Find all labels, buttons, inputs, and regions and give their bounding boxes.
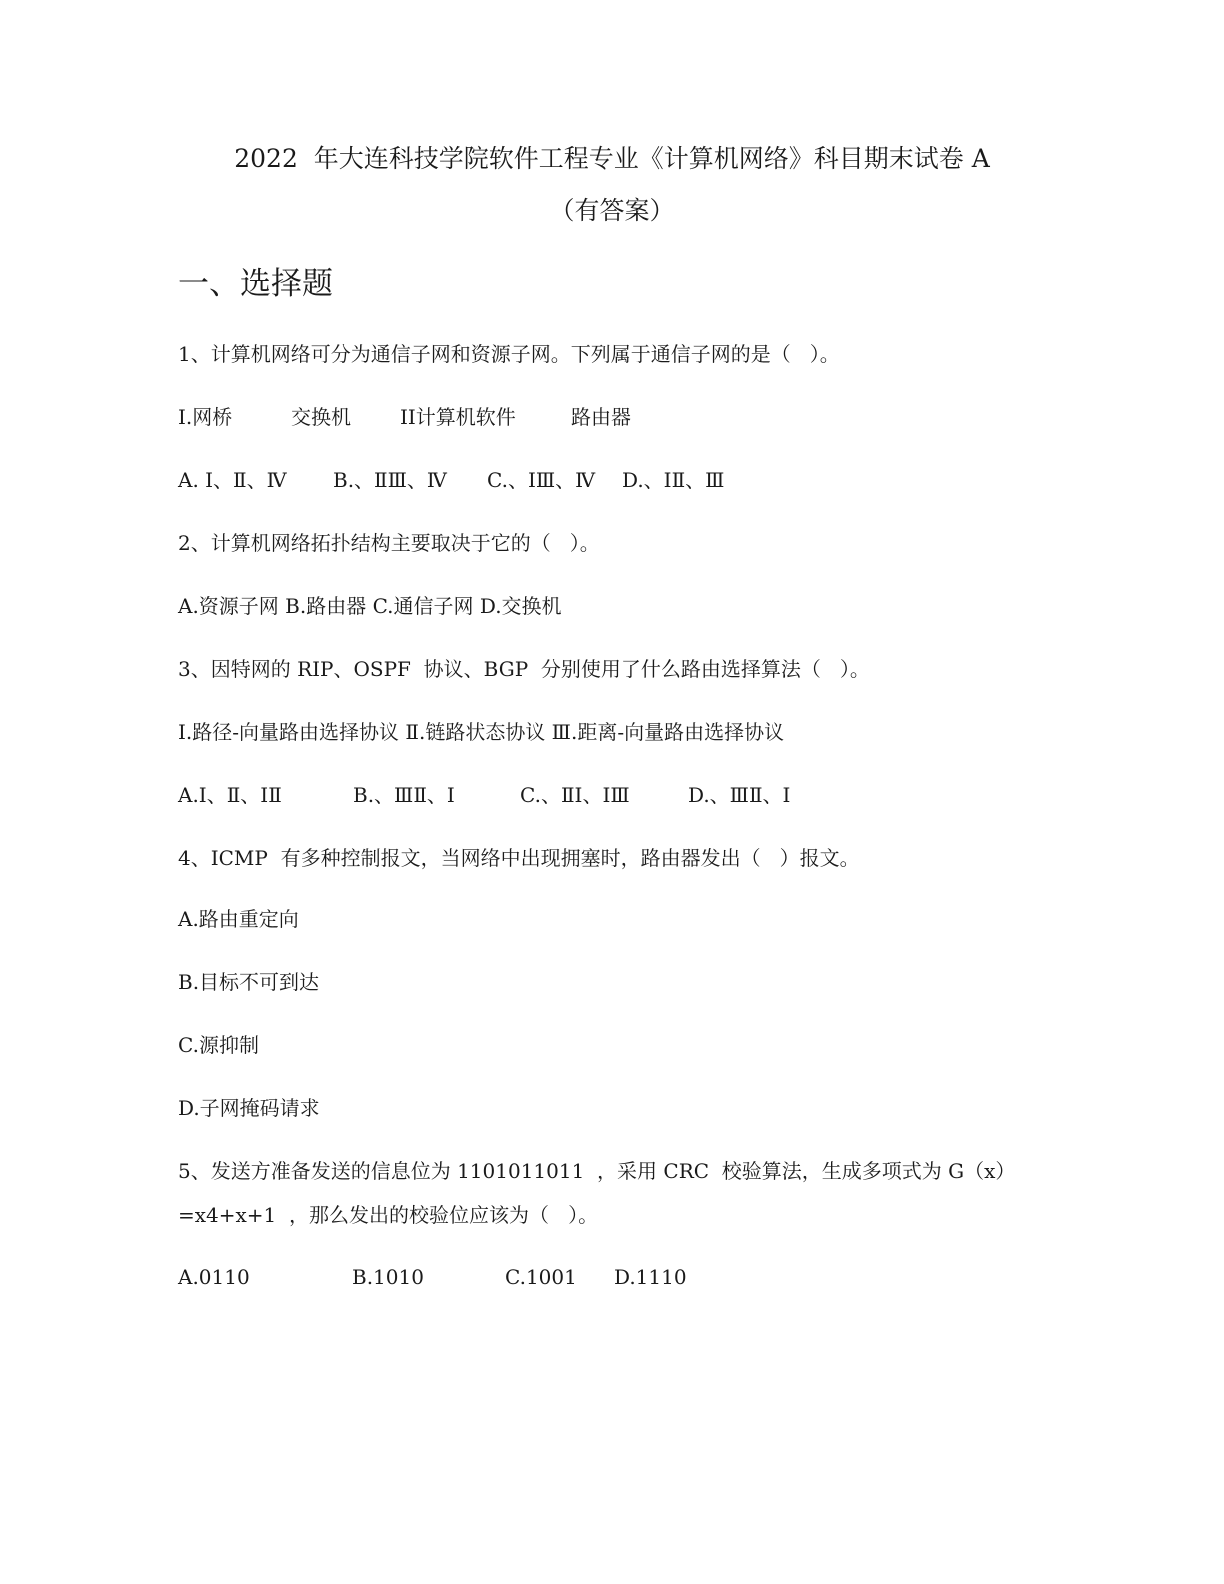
question-4-stem: 4、ICMP 有多种控制报文，当网络中出现拥塞时，路由器发出（ ）报文。	[178, 846, 860, 870]
question-3-stem: 3、因特网的 RIP、OSPF 协议、BGP 分别使用了什么路由选择算法（ ）。	[178, 657, 870, 681]
document-title-line1: 2022 年大连科技学院软件工程专业《计算机网络》科目期末试卷 A	[234, 144, 990, 173]
question-1-option-a: A. Ⅰ、Ⅱ、Ⅳ	[178, 468, 287, 492]
question-5-option-a: A.0110	[178, 1265, 250, 1289]
question-3-option-b: B.、ⅢⅡ、Ⅰ	[353, 783, 455, 807]
question-1-option-d: D.、ⅠⅡ、Ⅲ	[622, 468, 725, 492]
question-1-item-4: 路由器	[571, 405, 631, 429]
question-1-item-1: I.网桥	[178, 405, 233, 429]
question-5-option-b: B.1010	[352, 1265, 424, 1289]
question-5-stem-line1: 5、发送方准备发送的信息位为 1101011011 ，采用 CRC 校验算法，生成多项式为 G（x）	[178, 1159, 1016, 1183]
question-1-option-c: C.、ⅠⅢ、Ⅳ	[487, 468, 596, 492]
question-1-option-b: B.、ⅡⅢ、Ⅳ	[333, 468, 447, 492]
question-1-stem: 1、计算机网络可分为通信子网和资源子网。下列属于通信子网的是（ ）。	[178, 342, 840, 366]
question-3-option-c: C.、ⅡⅠ、ⅠⅢ	[520, 783, 630, 807]
question-4-option-c: C.源抑制	[178, 1033, 259, 1057]
question-3-items: I.路径-向量路由选择协议 Ⅱ.链路状态协议 Ⅲ.距离-向量路由选择协议	[178, 720, 785, 744]
question-1-item-3: II计算机软件	[400, 405, 516, 429]
question-3-option-a: A.Ⅰ、Ⅱ、ⅠⅡ	[178, 783, 282, 807]
question-4-option-a: A.路由重定向	[178, 907, 299, 931]
question-2-stem: 2、计算机网络拓扑结构主要取决于它的（ ）。	[178, 531, 600, 555]
document-title-line2: （有答案）	[549, 196, 675, 225]
section-heading: 一、选择题	[178, 266, 333, 302]
question-2-options: A.资源子网 B.路由器 C.通信子网 D.交换机	[178, 594, 562, 618]
question-5-option-c: C.1001	[505, 1265, 577, 1289]
question-5-option-d: D.1110	[614, 1265, 687, 1289]
question-3-option-d: D.、ⅢⅡ、Ⅰ	[688, 783, 791, 807]
question-1-item-2: 交换机	[291, 405, 351, 429]
question-5-stem-line2: =x4+x+1 ，那么发出的校验位应该为（ ）。	[178, 1203, 599, 1227]
question-4-option-b: B.目标不可到达	[178, 970, 320, 994]
question-4-option-d: D.子网掩码请求	[178, 1096, 320, 1120]
